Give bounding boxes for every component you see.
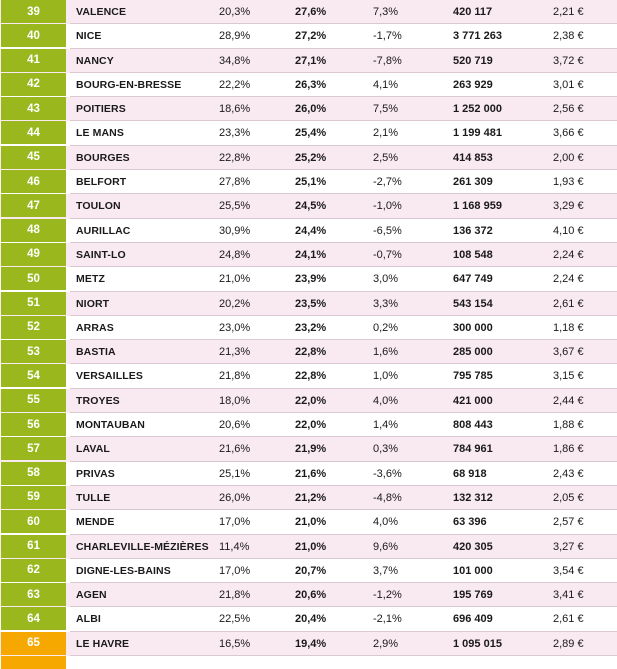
value-col-5: 2,05 €	[553, 491, 584, 504]
value-col-1: 20,2%	[219, 297, 251, 310]
value-col-1: 21,8%	[219, 370, 251, 383]
rank-badge: 64	[1, 607, 66, 630]
value-col-5: 2,56 €	[553, 103, 584, 116]
value-col-3: 2,1%	[373, 127, 399, 140]
table-row	[0, 632, 617, 656]
value-col-4: 285 000	[453, 346, 493, 359]
city-name: LE HAVRE	[76, 637, 130, 650]
value-col-5: 3,66 €	[553, 127, 584, 140]
value-col-5: 3,72 €	[553, 54, 584, 67]
city-name: TOULON	[76, 200, 121, 213]
value-col-3: 3,0%	[373, 273, 399, 286]
value-col-3: -4,8%	[373, 491, 402, 504]
table-row	[0, 97, 617, 121]
value-col-4: 543 154	[453, 297, 493, 310]
value-col-5: 2,43 €	[553, 467, 584, 480]
rank-badge	[1, 656, 66, 669]
value-col-3: -3,6%	[373, 467, 402, 480]
value-col-1: 22,5%	[219, 613, 251, 626]
value-col-3: 9,6%	[373, 540, 399, 553]
city-name: PRIVAS	[76, 467, 115, 480]
value-col-1: 28,9%	[219, 30, 251, 43]
value-col-4: 63 396	[453, 516, 487, 529]
value-col-4: 1 168 959	[453, 200, 502, 213]
value-col-5: 3,67 €	[553, 346, 584, 359]
value-col-2: 21,9%	[295, 443, 327, 456]
rank-badge: 48	[1, 219, 66, 242]
rank-badge: 42	[1, 73, 66, 96]
value-col-5: 2,61 €	[553, 297, 584, 310]
value-col-4: 3 771 263	[453, 30, 502, 43]
table-row	[0, 73, 617, 97]
value-col-2: 23,2%	[295, 321, 327, 334]
value-col-3: 1,0%	[373, 370, 399, 383]
value-col-5: 3,27 €	[553, 540, 584, 553]
city-name: BOURG-EN-BRESSE	[76, 78, 182, 91]
partial-next-row	[0, 656, 617, 669]
rank-badge: 59	[1, 486, 66, 509]
value-col-1: 21,8%	[219, 589, 251, 602]
value-col-2: 24,1%	[295, 248, 327, 261]
value-col-1: 23,3%	[219, 127, 251, 140]
value-col-3: 0,2%	[373, 321, 399, 334]
value-col-4: 1 252 000	[453, 103, 502, 116]
value-col-2: 24,4%	[295, 224, 327, 237]
value-col-4: 647 749	[453, 273, 493, 286]
table-row	[0, 559, 617, 583]
rank-badge: 65	[1, 632, 66, 655]
value-col-1: 11,4%	[219, 540, 250, 553]
value-col-3: -1,2%	[373, 589, 402, 602]
value-col-3: 4,1%	[373, 78, 399, 91]
value-col-4: 784 961	[453, 443, 493, 456]
value-col-3: 2,9%	[373, 637, 399, 650]
rank-badge: 54	[1, 364, 66, 387]
table-row	[0, 607, 617, 631]
table-row	[0, 583, 617, 607]
city-name: NICE	[76, 30, 102, 43]
city-name: BASTIA	[76, 346, 116, 359]
value-col-4: 108 548	[453, 248, 493, 261]
rank-badge: 46	[1, 170, 66, 193]
value-col-1: 25,5%	[219, 200, 251, 213]
value-col-5: 4,10 €	[553, 224, 584, 237]
value-col-2: 25,1%	[295, 176, 327, 189]
city-name: ALBI	[76, 613, 101, 626]
value-col-1: 23,0%	[219, 321, 251, 334]
value-col-2: 21,6%	[295, 467, 327, 480]
table-row	[0, 316, 617, 340]
table-row	[0, 49, 617, 73]
table-row	[0, 510, 617, 534]
city-name: BELFORT	[76, 176, 127, 189]
value-col-2: 27,6%	[295, 6, 327, 18]
city-name: ARRAS	[76, 321, 114, 334]
value-col-2: 21,2%	[295, 491, 327, 504]
value-col-4: 68 918	[453, 467, 487, 480]
value-col-4: 300 000	[453, 321, 493, 334]
table-row	[0, 462, 617, 486]
city-name: AURILLAC	[76, 224, 131, 237]
value-col-1: 16,5%	[219, 637, 251, 650]
rank-badge: 51	[1, 292, 66, 315]
value-col-2: 23,9%	[295, 273, 327, 286]
table-row	[0, 170, 617, 194]
value-col-3: 3,3%	[373, 297, 399, 310]
value-col-3: -0,7%	[373, 248, 402, 261]
value-col-1: 20,6%	[219, 419, 251, 432]
value-col-2: 25,2%	[295, 151, 327, 164]
value-col-3: 1,6%	[373, 346, 399, 359]
city-name: METZ	[76, 273, 105, 286]
rank-badge: 56	[1, 413, 66, 436]
value-col-2: 23,5%	[295, 297, 327, 310]
city-name: VALENCE	[76, 6, 127, 18]
table-row	[0, 146, 617, 170]
value-col-4: 1 199 481	[453, 127, 502, 140]
city-name: VERSAILLES	[76, 370, 143, 383]
city-name: LAVAL	[76, 443, 110, 456]
rank-badge: 52	[1, 316, 66, 339]
value-col-4: 420 117	[453, 6, 493, 18]
value-col-3: 7,3%	[373, 6, 399, 18]
value-col-3: 0,3%	[373, 443, 399, 456]
value-col-2: 27,1%	[295, 54, 327, 67]
rank-badge: 39	[1, 0, 66, 23]
value-col-3: 3,7%	[373, 564, 399, 577]
table-row	[0, 364, 617, 388]
rank-badge: 57	[1, 437, 66, 460]
value-col-5: 3,41 €	[553, 589, 584, 602]
table-row	[0, 0, 617, 24]
value-col-1: 24,8%	[219, 248, 251, 261]
value-col-5: 1,18 €	[553, 321, 584, 334]
value-col-3: 7,5%	[373, 103, 399, 116]
value-col-2: 22,8%	[295, 370, 327, 383]
city-name: NANCY	[76, 54, 114, 67]
value-col-1: 27,8%	[219, 176, 251, 189]
value-col-3: -2,1%	[373, 613, 402, 626]
rank-badge: 49	[1, 243, 66, 266]
rank-badge: 45	[1, 146, 66, 169]
city-name: BOURGES	[76, 151, 130, 164]
value-col-1: 21,3%	[219, 346, 251, 359]
value-col-1: 17,0%	[219, 516, 251, 529]
value-col-3: -7,8%	[373, 54, 402, 67]
value-col-5: 2,44 €	[553, 394, 584, 407]
value-col-5: 2,21 €	[553, 6, 584, 18]
city-name: LE MANS	[76, 127, 124, 140]
value-col-2: 21,0%	[295, 540, 327, 553]
value-col-2: 26,0%	[295, 103, 327, 116]
value-col-3: -2,7%	[373, 176, 402, 189]
value-col-1: 34,8%	[219, 54, 251, 67]
value-col-1: 26,0%	[219, 491, 251, 504]
value-col-1: 20,3%	[219, 6, 251, 18]
value-col-5: 2,24 €	[553, 273, 584, 286]
value-col-5: 2,38 €	[553, 30, 584, 43]
city-name: DIGNE-LES-BAINS	[76, 564, 171, 577]
value-col-2: 20,7%	[295, 564, 327, 577]
table-row	[0, 121, 617, 145]
table-row	[0, 292, 617, 316]
value-col-1: 21,6%	[219, 443, 251, 456]
value-col-4: 414 853	[453, 151, 493, 164]
value-col-3: 1,4%	[373, 419, 399, 432]
rank-badge: 47	[1, 194, 66, 217]
value-col-4: 263 929	[453, 78, 493, 91]
table-row	[0, 219, 617, 243]
value-col-5: 3,29 €	[553, 200, 584, 213]
value-col-4: 421 000	[453, 394, 493, 407]
value-col-5: 2,24 €	[553, 248, 584, 261]
table-row	[0, 486, 617, 510]
rank-badge: 55	[1, 389, 66, 412]
table-row	[0, 389, 617, 413]
value-col-1: 18,0%	[219, 394, 251, 407]
rank-badge: 61	[1, 535, 66, 558]
city-name: AGEN	[76, 589, 107, 602]
table-row	[0, 340, 617, 364]
table-row	[0, 243, 617, 267]
value-col-4: 420 305	[453, 540, 493, 553]
rank-badge: 41	[1, 49, 66, 72]
value-col-2: 22,8%	[295, 346, 327, 359]
value-col-2: 27,2%	[295, 30, 327, 43]
value-col-2: 22,0%	[295, 419, 327, 432]
table-row	[0, 437, 617, 461]
value-col-4: 261 309	[453, 176, 493, 189]
table-row	[0, 267, 617, 291]
value-col-1: 18,6%	[219, 103, 251, 116]
value-col-3: -1,0%	[373, 200, 402, 213]
value-col-4: 132 312	[453, 491, 493, 504]
value-col-2: 24,5%	[295, 200, 327, 213]
city-name: SAINT-LO	[76, 248, 126, 261]
value-col-2: 26,3%	[295, 78, 327, 91]
city-name: CHARLEVILLE-MÉZIÈRES	[76, 540, 209, 553]
value-col-1: 30,9%	[219, 224, 251, 237]
value-col-1: 25,1%	[219, 467, 251, 480]
value-col-3: -1,7%	[373, 30, 402, 43]
value-col-5: 3,54 €	[553, 564, 584, 577]
value-col-5: 3,15 €	[553, 370, 584, 383]
value-col-4: 696 409	[453, 613, 493, 626]
value-col-5: 2,00 €	[553, 151, 584, 164]
rank-badge: 63	[1, 583, 66, 606]
table-row	[0, 194, 617, 218]
city-name: MENDE	[76, 516, 115, 529]
value-col-5: 1,93 €	[553, 176, 584, 189]
city-name: NIORT	[76, 297, 110, 310]
rank-badge: 60	[1, 510, 66, 533]
value-col-4: 795 785	[453, 370, 493, 383]
city-name: TULLE	[76, 491, 111, 504]
value-col-5: 1,88 €	[553, 419, 584, 432]
value-col-4: 195 769	[453, 589, 493, 602]
rank-badge: 58	[1, 462, 66, 485]
value-col-1: 22,8%	[219, 151, 251, 164]
value-col-4: 808 443	[453, 419, 493, 432]
value-col-3: -6,5%	[373, 224, 402, 237]
rank-badge: 62	[1, 559, 66, 582]
value-col-4: 520 719	[453, 54, 493, 67]
value-col-1: 21,0%	[219, 273, 251, 286]
value-col-4: 101 000	[453, 564, 493, 577]
value-col-2: 22,0%	[295, 394, 327, 407]
rank-badge: 40	[1, 24, 66, 47]
value-col-1: 17,0%	[219, 564, 251, 577]
city-name: MONTAUBAN	[76, 419, 145, 432]
value-col-3: 2,5%	[373, 151, 399, 164]
value-col-4: 1 095 015	[453, 637, 502, 650]
table-row	[0, 413, 617, 437]
value-col-5: 2,57 €	[553, 516, 584, 529]
city-name: POITIERS	[76, 103, 126, 116]
value-col-2: 21,0%	[295, 516, 327, 529]
table-row	[0, 535, 617, 559]
city-name: TROYES	[76, 394, 120, 407]
value-col-5: 1,86 €	[553, 443, 584, 456]
value-col-1: 22,2%	[219, 78, 251, 91]
value-col-5: 2,89 €	[553, 637, 584, 650]
value-col-3: 4,0%	[373, 394, 399, 407]
rank-badge: 50	[1, 267, 66, 290]
value-col-4: 136 372	[453, 224, 493, 237]
rank-badge: 44	[1, 121, 66, 144]
value-col-5: 2,61 €	[553, 613, 584, 626]
value-col-2: 20,6%	[295, 589, 327, 602]
value-col-5: 3,01 €	[553, 78, 584, 91]
rank-badge: 53	[1, 340, 66, 363]
rank-badge: 43	[1, 97, 66, 120]
value-col-2: 25,4%	[295, 127, 327, 140]
table-row	[0, 24, 617, 48]
value-col-2: 19,4%	[295, 637, 327, 650]
value-col-3: 4,0%	[373, 516, 399, 529]
value-col-2: 20,4%	[295, 613, 327, 626]
